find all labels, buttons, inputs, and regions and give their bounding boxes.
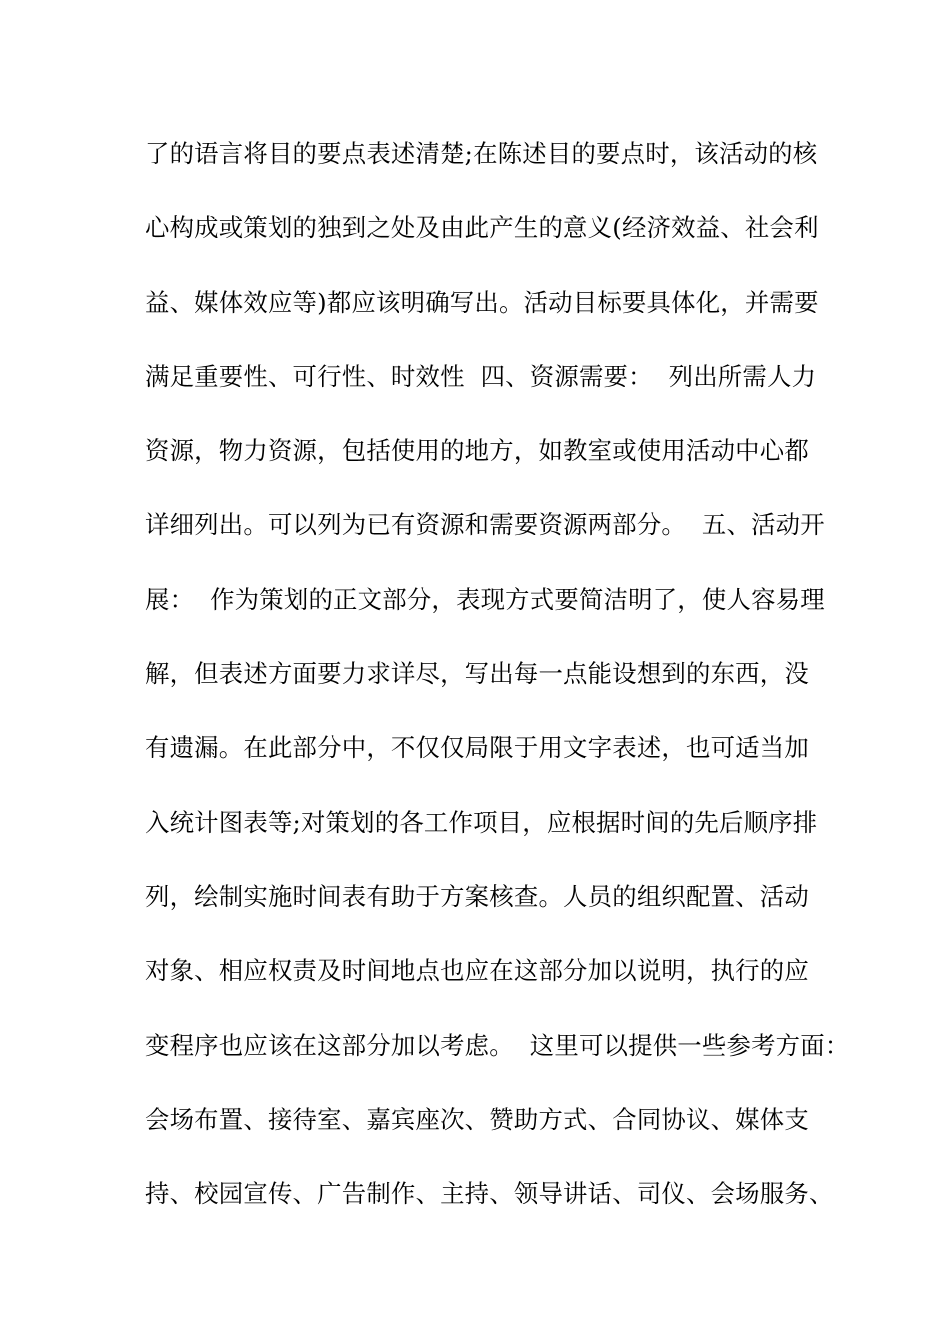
text-line: 入统计图表等;对策划的各工作项目，应根据时间的先后顺序排	[145, 807, 818, 837]
text-line: 解，但表述方面要力求详尽，写出每一点能设想到的东西，没	[145, 659, 809, 689]
text-line: 益、媒体效应等)都应该明确写出。活动目标要具体化，并需要	[145, 287, 819, 317]
text-line: 了的语言将目的要点表述清楚;在陈述目的要点时，该活动的核	[145, 139, 818, 168]
text-line: 有遗漏。在此部分中，不仅仅局限于用文字表述，也可适当加	[145, 733, 809, 763]
text-line: 持、校园宣传、广告制作、主持、领导讲话、司仪、会场服务、	[145, 1179, 834, 1209]
text-line: 会场布置、接待室、嘉宾座次、赞助方式、合同协议、媒体支	[145, 1104, 809, 1134]
text-line: 变程序也应该在这部分加以考虑。 这里可以提供一些参考方面：	[145, 1030, 850, 1060]
text-line: 满足重要性、可行性、时效性 四、资源需要： 列出所需人力	[145, 361, 817, 391]
text-line: 对象、相应权责及时间地点也应在这部分加以说明，执行的应	[145, 956, 809, 986]
text-line: 资源，物力资源，包括使用的地方，如教室或使用活动中心都	[145, 436, 809, 466]
body-text	[145, 132, 850, 1246]
text-line: 展： 作为策划的正文部分，表现方式要简洁明了，使人容易理	[145, 584, 825, 614]
text-line: 列，绘制实施时间表有助于方案核查。人员的组织配置、活动	[145, 881, 809, 911]
text-line: 详细列出。可以列为已有资源和需要资源两部分。 五、活动开	[145, 510, 825, 540]
text-line: 心构成或策划的独到之处及由此产生的意义(经济效益、社会利	[145, 213, 819, 243]
